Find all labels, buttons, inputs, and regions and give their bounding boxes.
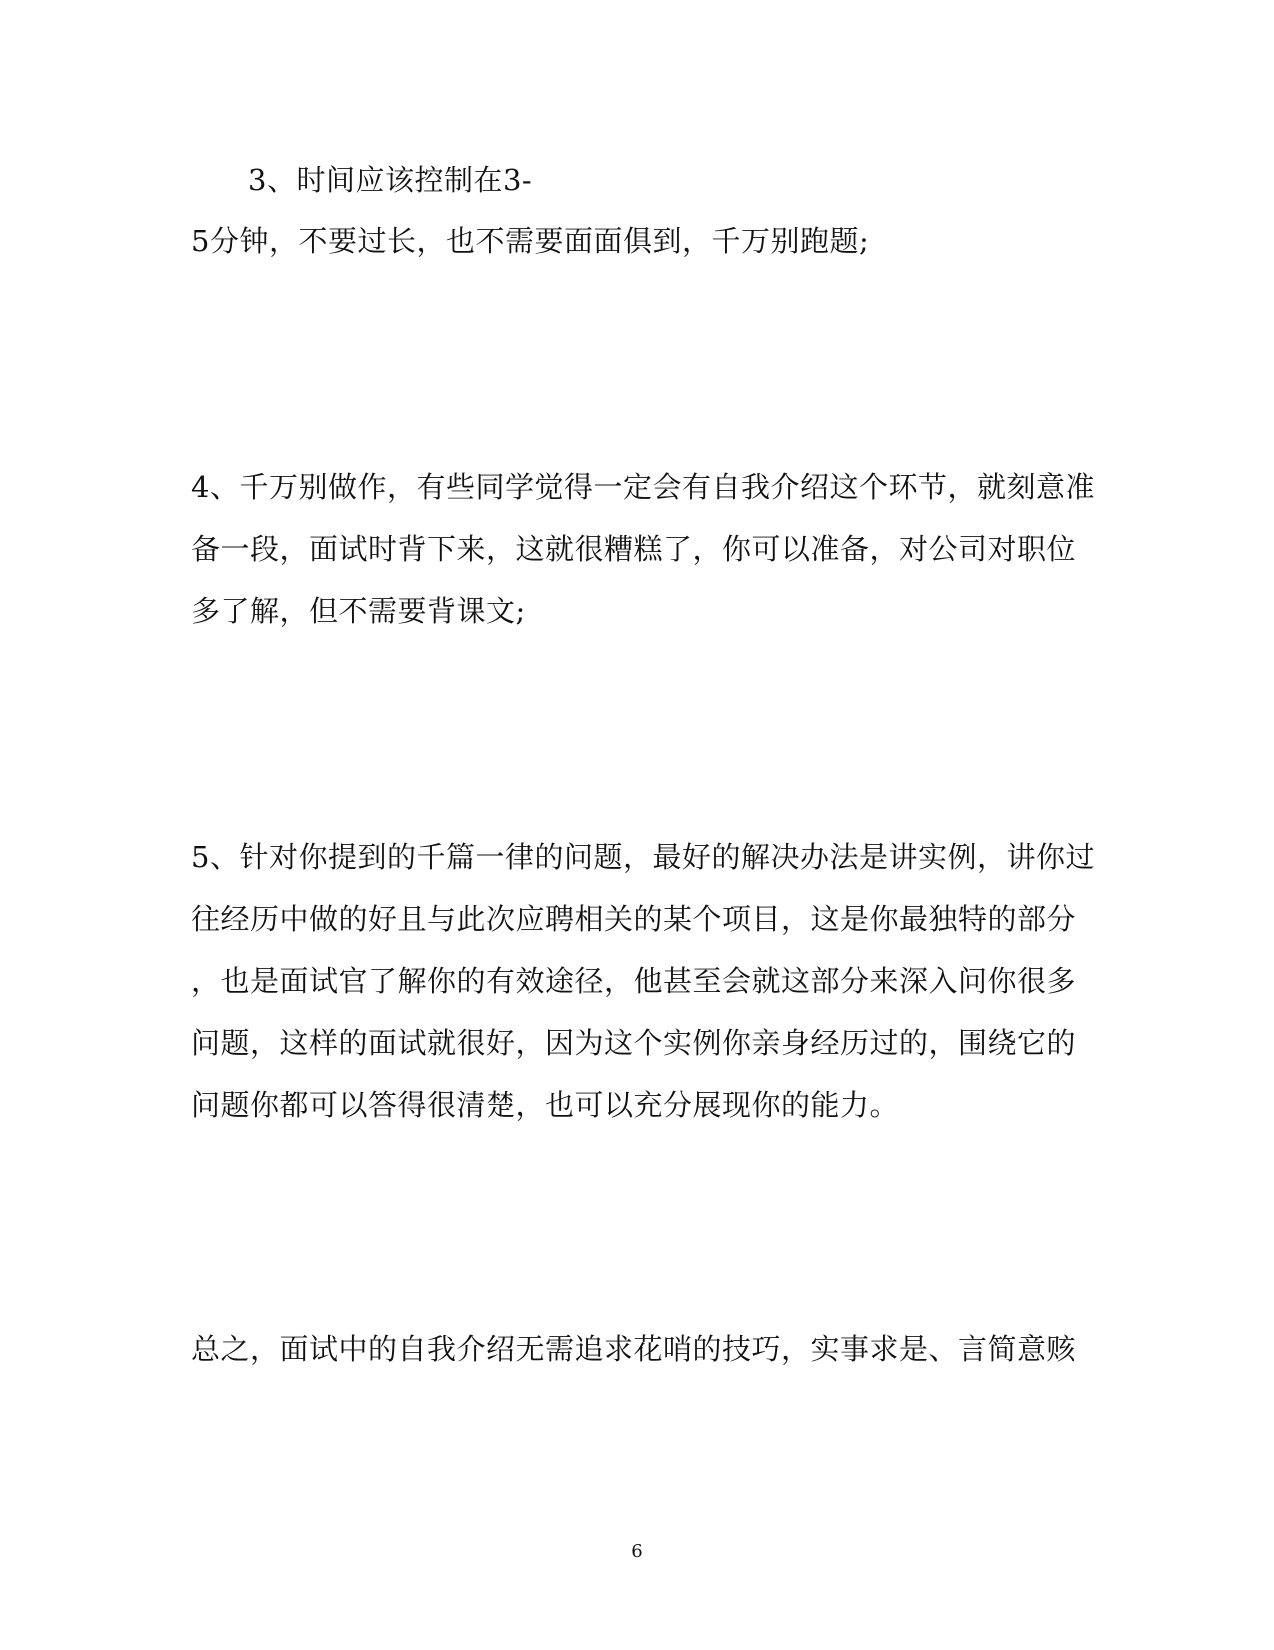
paragraph-5-line-3: ，也是面试官了解你的有效途径，他甚至会就这部分来深入问你很多: [191, 964, 1077, 998]
paragraph-3-line-2: 5分钟，不要过长，也不需要面面俱到，千万别跑题;: [191, 224, 870, 258]
paragraph-4-line-1: 4、千万别做作，有些同学觉得一定会有自我介绍这个环节，就刻意准: [191, 470, 1095, 504]
page-number: 6: [631, 1541, 643, 1562]
paragraph-4-line-3: 多了解，但不需要背课文;: [191, 594, 526, 628]
paragraph-4-line-2: 备一段，面试时背下来，这就很糟糕了，你可以准备，对公司对职位: [191, 532, 1077, 566]
paragraph-5-line-1: 5、针对你提到的千篇一律的问题，最好的解决办法是讲实例，讲你过: [191, 840, 1095, 874]
paragraph-5-line-5: 问题你都可以答得很清楚，也可以充分展现你的能力。: [191, 1088, 900, 1122]
paragraph-5-line-2: 往经历中做的好且与此次应聘相关的某个项目，这是你最独特的部分: [191, 902, 1077, 936]
summary-line-1: 总之，面试中的自我介绍无需追求花哨的技巧，实事求是、言简意赅: [191, 1332, 1077, 1366]
paragraph-5-line-4: 问题，这样的面试就很好，因为这个实例你亲身经历过的，围绕它的: [191, 1026, 1077, 1060]
paragraph-3-line-1: 3、时间应该控制在3-: [248, 163, 533, 197]
